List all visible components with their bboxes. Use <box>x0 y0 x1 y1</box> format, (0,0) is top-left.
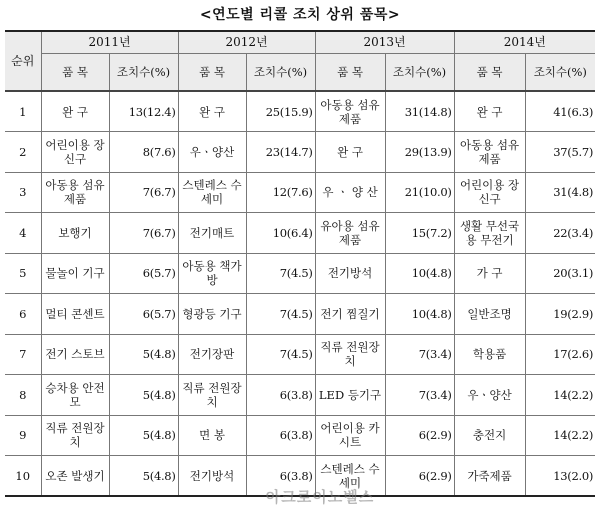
item-cell: 전기방석 <box>315 253 385 294</box>
count-cell: 15(7.2) <box>385 213 454 254</box>
rank-cell: 3 <box>5 172 41 213</box>
item-cell: 직류 전원장치 <box>178 375 246 416</box>
rank-cell: 9 <box>5 415 41 456</box>
count-header: 조치수(%) <box>385 53 454 91</box>
item-cell: 아동용 섬유제품 <box>315 91 385 132</box>
count-cell: 14(2.2) <box>525 375 595 416</box>
item-cell: 어린이용 장신구 <box>41 132 109 173</box>
count-cell: 22(3.4) <box>525 213 595 254</box>
table-row <box>5 456 595 497</box>
count-cell: 7(4.5) <box>246 294 315 335</box>
count-cell: 5(4.8) <box>109 415 178 456</box>
item-cell: 승차용 안전모 <box>41 375 109 416</box>
count-cell: 21(10.0) <box>385 172 454 213</box>
count-cell: 5(4.8) <box>109 456 178 497</box>
count-cell: 12(7.6) <box>246 172 315 213</box>
item-cell: 스텐레스 수세미 <box>178 172 246 213</box>
count-cell: 6(5.7) <box>109 253 178 294</box>
count-cell: 7(3.4) <box>385 375 454 416</box>
recall-table <box>5 30 595 497</box>
item-cell: 면 봉 <box>178 415 246 456</box>
item-cell: 충전지 <box>454 415 525 456</box>
item-cell: 멀티 콘센트 <box>41 294 109 335</box>
item-cell: 가 구 <box>454 253 525 294</box>
item-cell: 유아용 섬유제품 <box>315 213 385 254</box>
count-cell: 13(2.0) <box>525 456 595 497</box>
rank-cell: 4 <box>5 213 41 254</box>
watermark: 아크로이노벨스 <box>265 488 375 506</box>
item-cell: 전기 스토브 <box>41 334 109 375</box>
item-cell: 아동용 섬유제품 <box>454 132 525 173</box>
table-row <box>5 213 595 254</box>
item-cell: 형광등 기구 <box>178 294 246 335</box>
count-cell: 6(2.9) <box>385 415 454 456</box>
count-cell: 25(15.9) <box>246 91 315 132</box>
item-cell: 우 ㆍ 양 산 <box>315 172 385 213</box>
rank-cell: 2 <box>5 132 41 173</box>
table-title: <연도별 리콜 조치 상위 품목> <box>199 7 401 23</box>
item-header: 품 목 <box>41 53 109 91</box>
count-cell: 6(3.8) <box>246 456 315 497</box>
item-cell: 학용품 <box>454 334 525 375</box>
item-cell: 완 구 <box>315 132 385 173</box>
year-header-2013: 2013년 <box>315 31 454 53</box>
item-cell: 우ㆍ양산 <box>454 375 525 416</box>
rank-cell: 10 <box>5 456 41 497</box>
count-cell: 19(2.9) <box>525 294 595 335</box>
item-cell: 직류 전원장치 <box>41 415 109 456</box>
count-cell: 13(12.4) <box>109 91 178 132</box>
table-body <box>5 91 595 496</box>
item-cell: 완 구 <box>454 91 525 132</box>
rank-cell: 6 <box>5 294 41 335</box>
item-header: 품 목 <box>178 53 246 91</box>
count-header: 조치수(%) <box>109 53 178 91</box>
rank-cell: 1 <box>5 91 41 132</box>
item-cell: 우ㆍ양산 <box>178 132 246 173</box>
year-header-2012: 2012년 <box>178 31 315 53</box>
table-row <box>5 334 595 375</box>
count-cell: 17(2.6) <box>525 334 595 375</box>
count-cell: 7(3.4) <box>385 334 454 375</box>
item-cell: 물놀이 기구 <box>41 253 109 294</box>
count-header: 조치수(%) <box>246 53 315 91</box>
item-cell: 직류 전원장치 <box>315 334 385 375</box>
item-cell: 일반조명 <box>454 294 525 335</box>
count-cell: 6(3.8) <box>246 415 315 456</box>
table-header <box>5 31 595 91</box>
item-cell: 아동용 책가방 <box>178 253 246 294</box>
table-row <box>5 132 595 173</box>
item-cell: 오존 발생기 <box>41 456 109 497</box>
table-row <box>5 91 595 132</box>
item-cell: 전기 찜질기 <box>315 294 385 335</box>
year-header-2011: 2011년 <box>41 31 178 53</box>
count-cell: 31(14.8) <box>385 91 454 132</box>
item-header: 품 목 <box>454 53 525 91</box>
count-cell: 6(2.9) <box>385 456 454 497</box>
count-cell: 10(6.4) <box>246 213 315 254</box>
table-row <box>5 375 595 416</box>
year-header-2014: 2014년 <box>454 31 595 53</box>
rank-header: 순위 <box>5 31 41 91</box>
item-cell: 생활 무선국용 무전기 <box>454 213 525 254</box>
count-cell: 41(6.3) <box>525 91 595 132</box>
item-cell: 보행기 <box>41 213 109 254</box>
table-row <box>5 415 595 456</box>
item-cell: 어린이용 카시트 <box>315 415 385 456</box>
item-cell: 가죽제품 <box>454 456 525 497</box>
count-cell: 10(4.8) <box>385 294 454 335</box>
count-cell: 14(2.2) <box>525 415 595 456</box>
item-header: 품 목 <box>315 53 385 91</box>
rank-cell: 8 <box>5 375 41 416</box>
count-cell: 5(4.8) <box>109 334 178 375</box>
rank-cell: 5 <box>5 253 41 294</box>
item-cell: 전기매트 <box>178 213 246 254</box>
count-cell: 6(5.7) <box>109 294 178 335</box>
item-cell: 어린이용 장신구 <box>454 172 525 213</box>
item-cell: LED 등기구 <box>315 375 385 416</box>
item-cell: 완 구 <box>41 91 109 132</box>
count-cell: 31(4.8) <box>525 172 595 213</box>
item-cell: 스텐레스 수세미 <box>315 456 385 497</box>
count-cell: 29(13.9) <box>385 132 454 173</box>
count-cell: 7(4.5) <box>246 334 315 375</box>
count-cell: 37(5.7) <box>525 132 595 173</box>
count-cell: 23(14.7) <box>246 132 315 173</box>
item-cell: 전기방석 <box>178 456 246 497</box>
count-cell: 5(4.8) <box>109 375 178 416</box>
item-cell: 아동용 섬유제품 <box>41 172 109 213</box>
count-cell: 20(3.1) <box>525 253 595 294</box>
count-cell: 7(6.7) <box>109 172 178 213</box>
count-cell: 10(4.8) <box>385 253 454 294</box>
count-cell: 7(4.5) <box>246 253 315 294</box>
count-cell: 7(6.7) <box>109 213 178 254</box>
table-row <box>5 172 595 213</box>
rank-cell: 7 <box>5 334 41 375</box>
count-header: 조치수(%) <box>525 53 595 91</box>
table-row <box>5 253 595 294</box>
item-cell: 완 구 <box>178 91 246 132</box>
count-cell: 6(3.8) <box>246 375 315 416</box>
count-cell: 8(7.6) <box>109 132 178 173</box>
table-row <box>5 294 595 335</box>
item-cell: 전기장판 <box>178 334 246 375</box>
